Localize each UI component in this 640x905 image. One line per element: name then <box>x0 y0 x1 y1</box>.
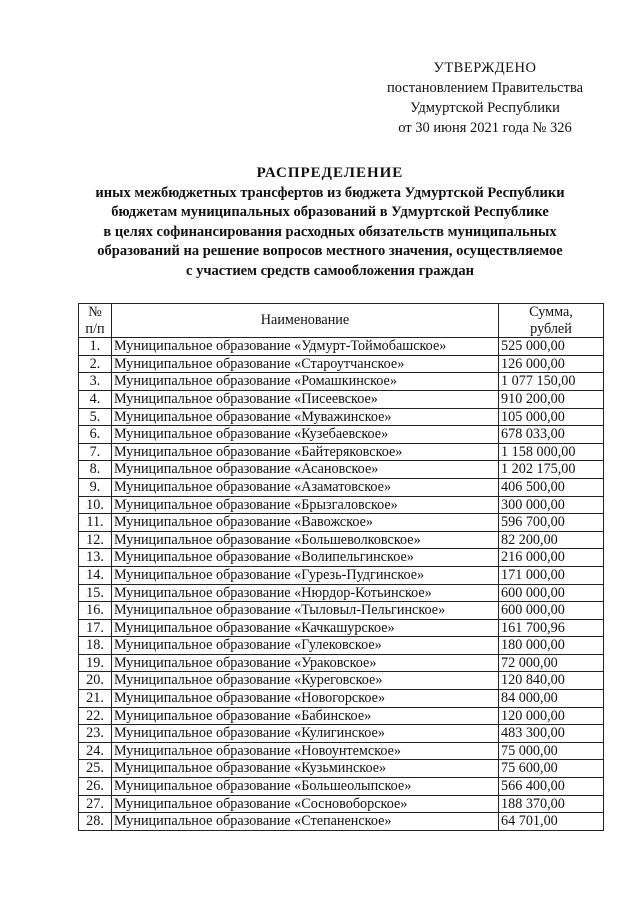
transfer-sum: 483 300,00 <box>499 725 604 743</box>
transfer-sum: 678 033,00 <box>499 426 604 444</box>
document-subtitle-line: иных межбюджетных трансфертов из бюджета Удмуртской Республики <box>95 184 565 201</box>
municipality-name: Муниципальное образование «Кузьминское» <box>112 760 499 778</box>
transfer-sum: 120 840,00 <box>499 672 604 690</box>
table-row <box>79 514 604 532</box>
transfer-sum: 1 202 175,00 <box>499 461 604 479</box>
table-row <box>79 338 604 356</box>
transfer-sum: 566 400,00 <box>499 778 604 796</box>
table-row <box>79 390 604 408</box>
column-header-name: Наименование <box>112 304 499 338</box>
document-subtitle-line: бюджетам муниципальных образований в Удмуртской Республике <box>111 204 549 220</box>
column-header-sum <box>499 304 604 338</box>
municipality-name: Муниципальное образование «Староутчанское» <box>112 355 499 373</box>
table-row <box>79 373 604 391</box>
approval-date: от 30 июня 2021 года № 326 <box>398 120 572 136</box>
municipality-name: Муниципальное образование «Качкашурское» <box>112 619 499 637</box>
transfer-sum: 120 000,00 <box>499 707 604 725</box>
table-row <box>79 778 604 796</box>
document-title: РАСПРЕДЕЛЕНИЕ <box>256 165 404 181</box>
transfer-sum: 910 200,00 <box>499 390 604 408</box>
row-number: 5. <box>79 408 112 426</box>
table-row <box>79 408 604 426</box>
table-body <box>79 338 604 831</box>
approval-resolution: постановлением Правительства <box>386 80 584 96</box>
transfer-sum: 105 000,00 <box>499 408 604 426</box>
municipality-name: Муниципальное образование «Новогорское» <box>112 690 499 708</box>
transfer-sum: 406 500,00 <box>499 478 604 496</box>
column-header-number-line2: п/п <box>85 320 105 337</box>
transfer-sum: 216 000,00 <box>499 549 604 567</box>
row-number: 1. <box>79 338 112 356</box>
table-row <box>79 813 604 831</box>
transfer-sum: 300 000,00 <box>499 496 604 514</box>
municipality-name: Муниципальное образование «Гурезь-Пудгинское» <box>112 566 499 584</box>
row-number: 28. <box>79 813 112 831</box>
municipality-name: Муниципальное образование «Сосновоборское» <box>112 795 499 813</box>
approval-stamp <box>360 58 610 138</box>
table-row <box>79 672 604 690</box>
row-number: 21. <box>79 690 112 708</box>
row-number: 15. <box>79 584 112 602</box>
row-number: 7. <box>79 443 112 461</box>
table-row <box>79 478 604 496</box>
column-header-sum-line1: Сумма, <box>529 304 573 320</box>
municipality-name: Муниципальное образование «Гулековское» <box>112 637 499 655</box>
row-number: 18. <box>79 637 112 655</box>
column-header-number <box>79 304 112 338</box>
municipality-name: Муниципальное образование «Байтеряковское» <box>112 443 499 461</box>
table-row <box>79 566 604 584</box>
table-header <box>79 304 604 338</box>
document-subtitle-line: с участием средств самообложения граждан <box>186 262 474 279</box>
row-number: 13. <box>79 549 112 567</box>
municipality-name: Муниципальное образование «Нюрдор-Котьинское» <box>112 584 499 602</box>
municipality-name: Муниципальное образование «Азаматовское» <box>112 478 499 496</box>
municipality-name: Муниципальное образование «Большеолыпское» <box>112 778 499 796</box>
table-row <box>79 584 604 602</box>
municipality-name: Муниципальное образование «Ромашкинское» <box>112 373 499 391</box>
column-header-sum-line2: рублей <box>530 320 572 337</box>
table-row <box>79 426 604 444</box>
transfer-sum: 1 158 000,00 <box>499 443 604 461</box>
municipality-name: Муниципальное образование «Тыловыл-Пельгинское» <box>112 602 499 620</box>
row-number: 17. <box>79 619 112 637</box>
distribution-table <box>78 303 604 831</box>
table-row <box>79 742 604 760</box>
municipality-name: Муниципальное образование «Асановское» <box>112 461 499 479</box>
table-row <box>79 602 604 620</box>
column-header-number-line1: № <box>88 304 102 320</box>
table-row <box>79 531 604 549</box>
transfer-sum: 84 000,00 <box>499 690 604 708</box>
table-row <box>79 707 604 725</box>
row-number: 8. <box>79 461 112 479</box>
transfer-sum: 171 000,00 <box>499 566 604 584</box>
approval-label: УТВЕРЖДЕНО <box>433 60 537 76</box>
transfer-sum: 161 700,96 <box>499 619 604 637</box>
row-number: 24. <box>79 742 112 760</box>
transfer-sum: 72 000,00 <box>499 654 604 672</box>
municipality-name: Муниципальное образование «Кулигинское» <box>112 725 499 743</box>
table-row <box>79 690 604 708</box>
table-row <box>79 443 604 461</box>
municipality-name: Муниципальное образование «Бабинское» <box>112 707 499 725</box>
transfer-sum: 596 700,00 <box>499 514 604 532</box>
transfer-sum: 82 200,00 <box>499 531 604 549</box>
approval-authority: Удмуртской Республики <box>410 100 560 116</box>
document-heading <box>60 164 600 281</box>
municipality-name: Муниципальное образование «Степаненское» <box>112 813 499 831</box>
row-number: 20. <box>79 672 112 690</box>
municipality-name: Муниципальное образование «Муважинское» <box>112 408 499 426</box>
municipality-name: Муниципальное образование «Брызгаловское» <box>112 496 499 514</box>
municipality-name: Муниципальное образование «Волипельгинское» <box>112 549 499 567</box>
row-number: 9. <box>79 478 112 496</box>
transfer-sum: 180 000,00 <box>499 637 604 655</box>
row-number: 19. <box>79 654 112 672</box>
table-row <box>79 725 604 743</box>
row-number: 16. <box>79 602 112 620</box>
table-row <box>79 654 604 672</box>
row-number: 22. <box>79 707 112 725</box>
row-number: 4. <box>79 390 112 408</box>
header-row <box>79 304 604 338</box>
transfer-sum: 600 000,00 <box>499 602 604 620</box>
row-number: 25. <box>79 760 112 778</box>
table-row <box>79 461 604 479</box>
transfer-sum: 600 000,00 <box>499 584 604 602</box>
municipality-name: Муниципальное образование «Удмурт-Тоймобашское» <box>112 338 499 356</box>
row-number: 12. <box>79 531 112 549</box>
municipality-name: Муниципальное образование «Новоунтемское» <box>112 742 499 760</box>
row-number: 11. <box>79 514 112 532</box>
row-number: 10. <box>79 496 112 514</box>
transfer-sum: 1 077 150,00 <box>499 373 604 391</box>
row-number: 3. <box>79 373 112 391</box>
table-row <box>79 795 604 813</box>
table-row <box>79 760 604 778</box>
table-row <box>79 619 604 637</box>
row-number: 27. <box>79 795 112 813</box>
transfer-sum: 75 000,00 <box>499 742 604 760</box>
row-number: 23. <box>79 725 112 743</box>
municipality-name: Муниципальное образование «Ураковское» <box>112 654 499 672</box>
municipality-name: Муниципальное образование «Вавожское» <box>112 514 499 532</box>
municipality-name: Муниципальное образование «Куреговское» <box>112 672 499 690</box>
table-row <box>79 496 604 514</box>
row-number: 2. <box>79 355 112 373</box>
row-number: 14. <box>79 566 112 584</box>
municipality-name: Муниципальное образование «Писеевское» <box>112 390 499 408</box>
document-subtitle-line: образований на решение вопросов местного значения, осуществляемое <box>97 243 563 259</box>
table-row <box>79 549 604 567</box>
table-row <box>79 637 604 655</box>
transfer-sum: 126 000,00 <box>499 355 604 373</box>
transfer-sum: 188 370,00 <box>499 795 604 813</box>
transfer-sum: 64 701,00 <box>499 813 604 831</box>
municipality-name: Муниципальное образование «Большеволковское» <box>112 531 499 549</box>
row-number: 26. <box>79 778 112 796</box>
document-subtitle-line: в целях софинансирования расходных обязательств муниципальных <box>103 223 557 240</box>
row-number: 6. <box>79 426 112 444</box>
municipality-name: Муниципальное образование «Кузебаевское» <box>112 426 499 444</box>
table-row <box>79 355 604 373</box>
transfer-sum: 525 000,00 <box>499 338 604 356</box>
transfer-sum: 75 600,00 <box>499 760 604 778</box>
